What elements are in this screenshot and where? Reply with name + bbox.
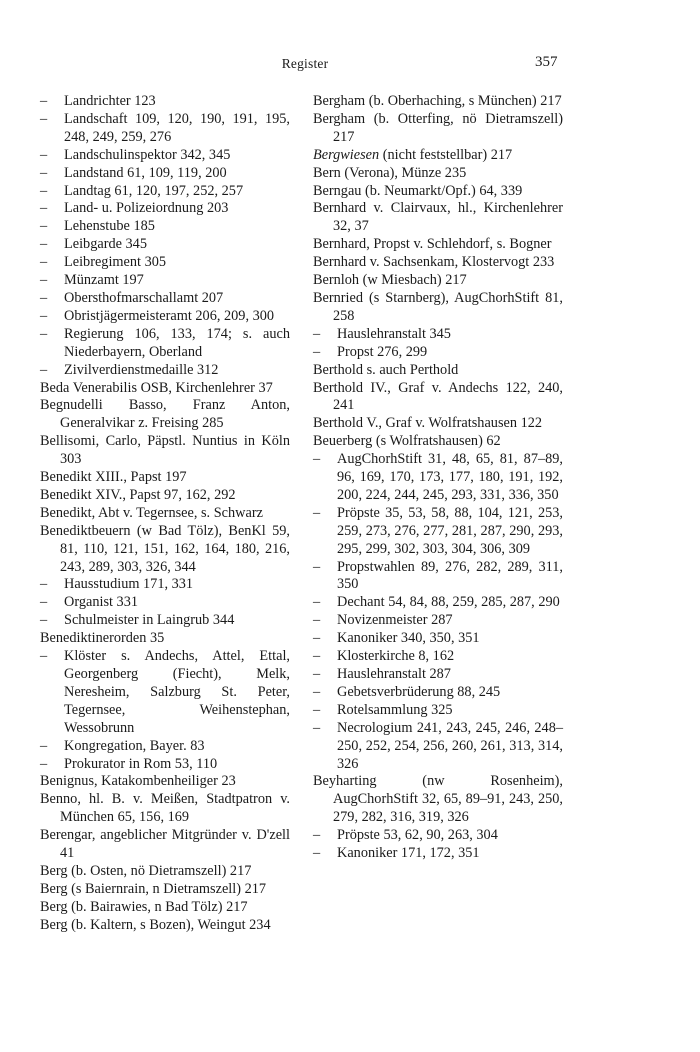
index-entry-text: Bernhard v. Sachsenkam, Klostervogt 233 bbox=[313, 254, 555, 271]
index-entry-text: Benno, hl. B. v. Meißen, Stadtpatron v. München 65, 156, 169 bbox=[40, 791, 290, 826]
index-entry bbox=[40, 773, 290, 791]
index-entry-text: Beda Venerabilis OSB, Kirchenlehrer 37 bbox=[40, 379, 273, 396]
index-subentry bbox=[313, 594, 563, 612]
index-entry bbox=[313, 773, 563, 827]
index-entry-text: Berg (b. Kaltern, s Bozen), Weingut 234 bbox=[40, 916, 271, 933]
index-entry-text: Benedikt XIV., Papst 97, 162, 292 bbox=[40, 486, 236, 503]
index-entry-text: Bern (Verona), Münze 235 bbox=[313, 164, 467, 181]
index-entry-text: Schulmeister in Laingrub 344 bbox=[64, 612, 235, 629]
index-subentry bbox=[313, 666, 563, 684]
index-subentry bbox=[40, 290, 290, 308]
index-entry bbox=[40, 899, 290, 917]
index-entry-text: Organist 331 bbox=[64, 594, 138, 611]
index-entry bbox=[313, 290, 563, 326]
index-entry bbox=[40, 397, 290, 433]
index-entry bbox=[313, 183, 563, 201]
index-entry-text: Propstwahlen 89, 276, 282, 289, 311, 350 bbox=[337, 558, 563, 593]
index-entry-text: Beuerberg (s Wolfratshausen) 62 bbox=[313, 433, 501, 450]
index-entry-text: Obersthofmarschallamt 207 bbox=[64, 289, 224, 306]
index-entry-text: Münzamt 197 bbox=[64, 272, 144, 289]
index-subentry bbox=[40, 218, 290, 236]
index-subentry bbox=[40, 576, 290, 594]
index-subentry bbox=[313, 505, 563, 559]
index-subentry bbox=[40, 594, 290, 612]
index-entry bbox=[40, 505, 290, 523]
index-subentry bbox=[40, 612, 290, 630]
index-entry bbox=[40, 487, 290, 505]
index-entry-text: Obristjägermeisteramt 206, 209, 300 bbox=[64, 307, 275, 324]
index-entry bbox=[40, 827, 290, 863]
index-subentry bbox=[313, 451, 563, 505]
index-entry-text: Kongregation, Bayer. 83 bbox=[64, 737, 205, 754]
index-entry-text: Berg (s Baiernrain, n Dietramszell) 217 bbox=[40, 880, 267, 897]
index-subentry bbox=[40, 756, 290, 774]
index-entry bbox=[313, 147, 563, 165]
index-subentry bbox=[313, 827, 563, 845]
index-entry bbox=[40, 523, 290, 577]
index-entry-text: Berg (b. Bairawies, n Bad Tölz) 217 bbox=[40, 898, 248, 915]
index-entry-text: AugChorhStift 31, 48, 65, 81, 87–89, 96, 169, 170, 173, 177, 180, 191, 192, 200, 224, 244, 245, 293, 331, 336, 350 bbox=[337, 451, 563, 503]
index-subentry bbox=[40, 93, 290, 111]
index-entry-text: Benedikt, Abt v. Tegernsee, s. Schwarz bbox=[40, 504, 263, 521]
index-entry-text: Dechant 54, 84, 88, 259, 285, 287, 290 bbox=[337, 594, 560, 611]
index-entry-text: Pröpste 35, 53, 58, 88, 104, 121, 253, 259, 273, 276, 277, 281, 287, 290, 293, 295, 299, 302, 303, 304, 306, 309 bbox=[337, 504, 563, 557]
index-entry-text: Hausstudium 171, 331 bbox=[64, 576, 194, 593]
index-entry bbox=[40, 380, 290, 398]
index-entry-text: Bergham (b. Oberhaching, s München) 217 bbox=[313, 93, 562, 109]
index-entry-text: Regierung 106, 133, 174; s. auch Niederbayern, Oberland bbox=[64, 325, 290, 360]
index-entry-text: Gebetsverbrüderung 88, 245 bbox=[337, 683, 501, 700]
index-entry-text: Bernloh (w Miesbach) 217 bbox=[313, 272, 467, 289]
index-entry-text: Landschaft 109, 120, 190, 191, 195, 248, 249, 259, 276 bbox=[64, 110, 290, 145]
index-entry-text: Bernhard v. Clairvaux, hl., Kirchenlehrer 32, 37 bbox=[313, 200, 563, 235]
index-entry bbox=[313, 93, 563, 111]
index-entry-text: Rotelsammlung 325 bbox=[337, 701, 453, 718]
index-entry-text: Bellisomi, Carlo, Päpstl. Nuntius in Köln 303 bbox=[40, 433, 290, 468]
index-entry bbox=[313, 433, 563, 451]
index-entry-text: Berthold IV., Graf v. Andechs 122, 240, 241 bbox=[313, 379, 563, 414]
index-entry bbox=[40, 791, 290, 827]
index-subentry bbox=[313, 845, 563, 863]
index-entry-text: Bernhard, Propst v. Schlehdorf, s. Bogner bbox=[313, 236, 552, 253]
index-entry bbox=[313, 362, 563, 380]
index-subentry bbox=[40, 165, 290, 183]
index-subentry bbox=[40, 147, 290, 165]
index-subentry bbox=[313, 559, 563, 595]
index-entry bbox=[313, 165, 563, 183]
index-entry-text: Klosterkirche 8, 162 bbox=[337, 648, 455, 665]
index-entry bbox=[40, 863, 290, 881]
index-entry-text: Landstand 61, 109, 119, 200 bbox=[64, 164, 227, 181]
index-entry-text: Hauslehranstalt 287 bbox=[337, 666, 451, 682]
index-entry-text: Landrichter 123 bbox=[64, 93, 156, 109]
index-entry-text: Land- u. Polizeiordnung 203 bbox=[64, 200, 229, 217]
index-entry-text: Benediktbeuern (w Bad Tölz), BenKl 59, 81, 110, 121, 151, 162, 164, 180, 216, 243, 289, 303, 326, 344 bbox=[40, 522, 290, 575]
index-subentry bbox=[313, 326, 563, 344]
index-entry-text: Bergham (b. Otterfing, nö Dietramszell) 217 bbox=[313, 110, 563, 145]
index-entry-text: Begnudelli Basso, Franz Anton, Generalvikar z. Freising 285 bbox=[40, 397, 290, 432]
index-entry-text: Leibregiment 305 bbox=[64, 254, 167, 271]
index-entry-text: Benedikt XIII., Papst 197 bbox=[40, 469, 187, 486]
index-entry-text: Benediktinerorden 35 bbox=[40, 630, 165, 647]
index-entry-text: Berthold s. auch Perthold bbox=[313, 361, 459, 378]
index-entry bbox=[313, 200, 563, 236]
index-subentry bbox=[313, 684, 563, 702]
index-entry bbox=[40, 469, 290, 487]
index-entry bbox=[313, 111, 563, 147]
index-entry bbox=[40, 630, 290, 648]
index-entry-text: Berthold V., Graf v. Wolfratshausen 122 bbox=[313, 415, 543, 432]
index-entry bbox=[313, 380, 563, 416]
index-entry-text: Kanoniker 171, 172, 351 bbox=[337, 845, 480, 862]
index-entry bbox=[313, 272, 563, 290]
index-subentry bbox=[40, 648, 290, 738]
running-title: Register bbox=[281, 56, 329, 71]
index-entry-text: Zivilverdienstmedaille 312 bbox=[64, 361, 219, 378]
index-subentry bbox=[313, 648, 563, 666]
index-subentry bbox=[313, 344, 563, 362]
index-entry-text: Klöster s. Andechs, Attel, Ettal, Georgenberg (Fiecht), Melk, Neresheim, Salzburg St. Peter, Tegernsee, Weihenstephan, Wessobrunn bbox=[64, 648, 290, 736]
index-entry-text: Berg (b. Osten, nö Dietramszell) 217 bbox=[40, 862, 252, 879]
index-subentry bbox=[313, 612, 563, 630]
index-entry-text: Pröpste 53, 62, 90, 263, 304 bbox=[337, 827, 498, 844]
index-subentry bbox=[40, 362, 290, 380]
index-entry bbox=[313, 415, 563, 433]
index-entry-text: (nicht feststellbar) 217 bbox=[379, 146, 513, 163]
index-entry-text: Prokurator in Rom 53, 110 bbox=[64, 755, 218, 772]
index-entry bbox=[313, 236, 563, 254]
index-subentry bbox=[40, 111, 290, 147]
page-header bbox=[0, 56, 700, 76]
index-subentry bbox=[313, 630, 563, 648]
index-subentry bbox=[40, 308, 290, 326]
index-subentry bbox=[40, 254, 290, 272]
index-subentry bbox=[40, 183, 290, 201]
index-entry-text: Kanoniker 340, 350, 351 bbox=[337, 630, 480, 647]
index-entry bbox=[40, 433, 290, 469]
index-entry-text: Berengar, angeblicher Mitgründer v. D'zell 41 bbox=[40, 827, 290, 862]
index-entry-text: Bernried (s Starnberg), AugChorhStift 81, 258 bbox=[313, 289, 563, 324]
page-number: 357 bbox=[535, 54, 558, 70]
index-subentry bbox=[313, 720, 563, 774]
index-entry-italic-term: Bergwiesen bbox=[313, 146, 380, 163]
index-subentry bbox=[313, 702, 563, 720]
index-entry-text: Landschulinspektor 342, 345 bbox=[64, 146, 231, 163]
index-subentry bbox=[40, 326, 290, 362]
index-subentry bbox=[40, 272, 290, 290]
index-subentry bbox=[40, 738, 290, 756]
index-entry-text: Berngau (b. Neumarkt/Opf.) 64, 339 bbox=[313, 182, 523, 199]
index-entry bbox=[313, 254, 563, 272]
index-subentry bbox=[40, 200, 290, 218]
index-column-left bbox=[40, 93, 290, 935]
index-subentry bbox=[40, 236, 290, 254]
index-entry-text: Lehenstube 185 bbox=[64, 218, 155, 235]
index-entry-text: Hauslehranstalt 345 bbox=[337, 325, 451, 342]
index-entry bbox=[40, 917, 290, 935]
index-entry-text: Novizenmeister 287 bbox=[337, 612, 453, 629]
index-entry bbox=[40, 881, 290, 899]
index-entry-text: Leibgarde 345 bbox=[64, 236, 147, 253]
index-entry-text: Necrologium 241, 243, 245, 246, 248–250, 252, 254, 256, 260, 261, 313, 314, 326 bbox=[337, 719, 563, 772]
index-entry-text: Beyharting (nw Rosenheim), AugChorhStift 32, 65, 89–91, 243, 250, 279, 282, 316, 319, 326 bbox=[313, 773, 563, 826]
index-column-right bbox=[313, 93, 563, 863]
index-entry-text: Landtag 61, 120, 197, 252, 257 bbox=[64, 182, 244, 199]
index-entry-text: Benignus, Katakombenheiliger 23 bbox=[40, 773, 236, 790]
index-entry-text: Propst 276, 299 bbox=[337, 343, 428, 360]
